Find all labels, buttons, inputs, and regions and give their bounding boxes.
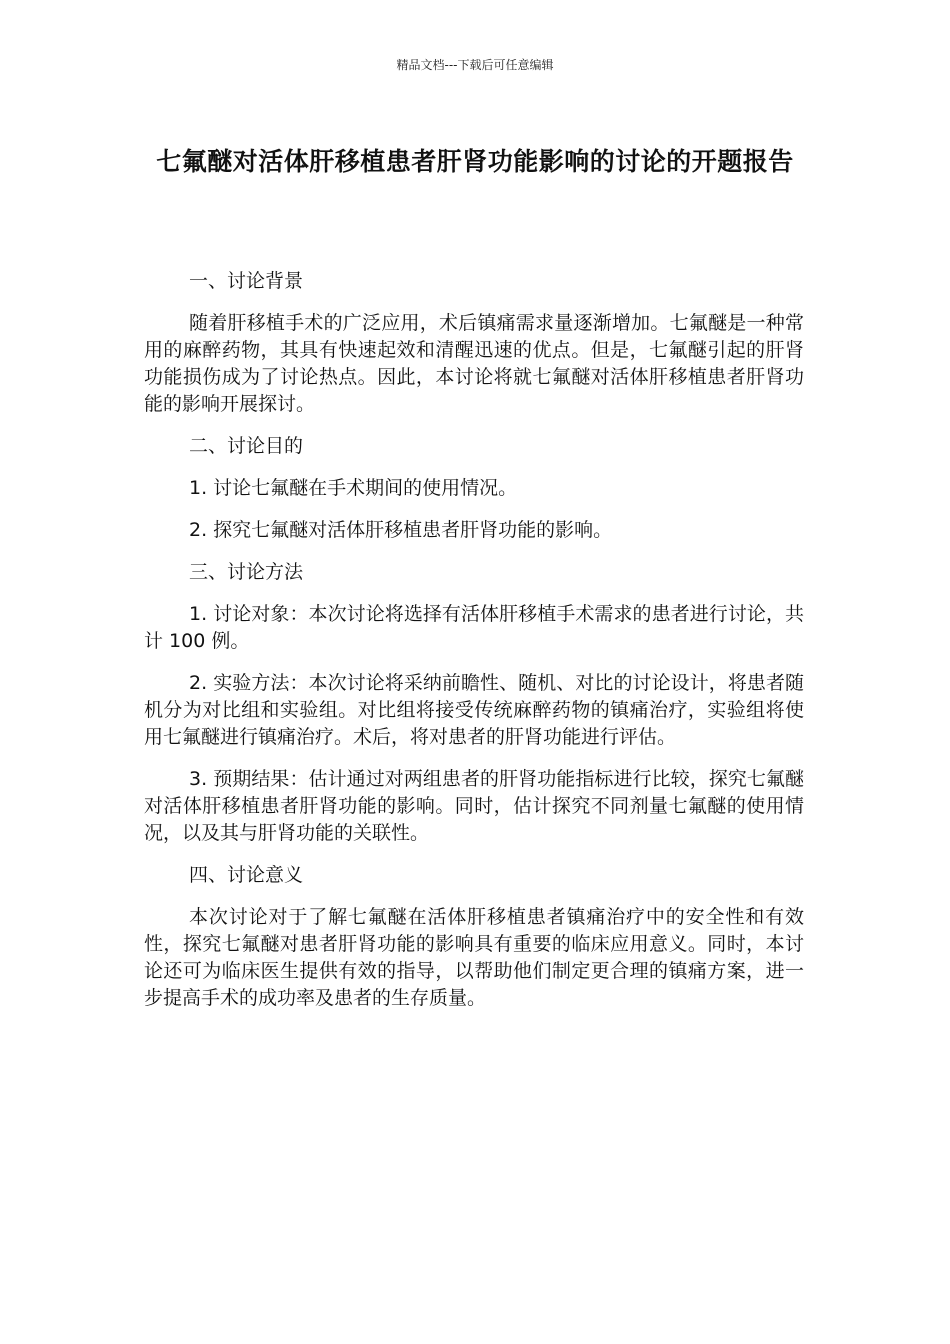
significance-paragraph: 本次讨论对于了解七氟醚在活体肝移植患者镇痛治疗中的安全性和有效性，探究七氟醚对患者肝肾功能的影响具有重要的临床应用意义。同时，本讨论还可为临床医生提供有效的指导，以帮助他们制定更合理的镇痛方案，进一步提高手术的成功率及患者的生存质量。 bbox=[144, 906, 804, 1009]
section-heading-methods: 三、讨论方法 bbox=[189, 561, 304, 583]
header-note: 精品文档---下载后可任意编辑 bbox=[396, 58, 554, 72]
section-heading-significance: 四、讨论意义 bbox=[189, 864, 304, 886]
section-heading-background: 一、讨论背景 bbox=[189, 270, 304, 292]
purpose-item-2: 2. 探究七氟醚对活体肝移植患者肝肾功能的影响。 bbox=[189, 519, 613, 541]
methods-item-2: 2. 实验方法：本次讨论将采纳前瞻性、随机、对比的讨论设计，将患者随机分为对比组和实验组。对比组将接受传统麻醉药物的镇痛治疗，实验组将使用七氟醚进行镇痛治疗。术后，将对患者的肝肾功能进行评估。 bbox=[144, 672, 804, 748]
methods-item-3: 3. 预期结果：估计通过对两组患者的肝肾功能指标进行比较，探究七氟醚对活体肝移植患者肝肾功能的影响。同时，估计探究不同剂量七氟醚的使用情况，以及其与肝肾功能的关联性。 bbox=[144, 768, 804, 844]
document-body bbox=[144, 268, 804, 1027]
purpose-item-1: 1. 讨论七氟醚在手术期间的使用情况。 bbox=[189, 477, 518, 499]
document-title: 七氟醚对活体肝移植患者肝肾功能影响的讨论的开题报告 bbox=[156, 147, 794, 176]
methods-item-1: 1. 讨论对象：本次讨论将选择有活体肝移植手术需求的患者进行讨论，共计 100 例。 bbox=[144, 603, 804, 652]
background-paragraph: 随着肝移植手术的广泛应用，术后镇痛需求量逐渐增加。七氟醚是一种常用的麻醉药物，其具有快速起效和清醒迅速的优点。但是，七氟醚引起的肝肾功能损伤成为了讨论热点。因此，本讨论将就七氟醚对活体肝移植患者肝肾功能的影响开展探讨。 bbox=[144, 312, 804, 415]
section-heading-purpose: 二、讨论目的 bbox=[189, 435, 304, 457]
